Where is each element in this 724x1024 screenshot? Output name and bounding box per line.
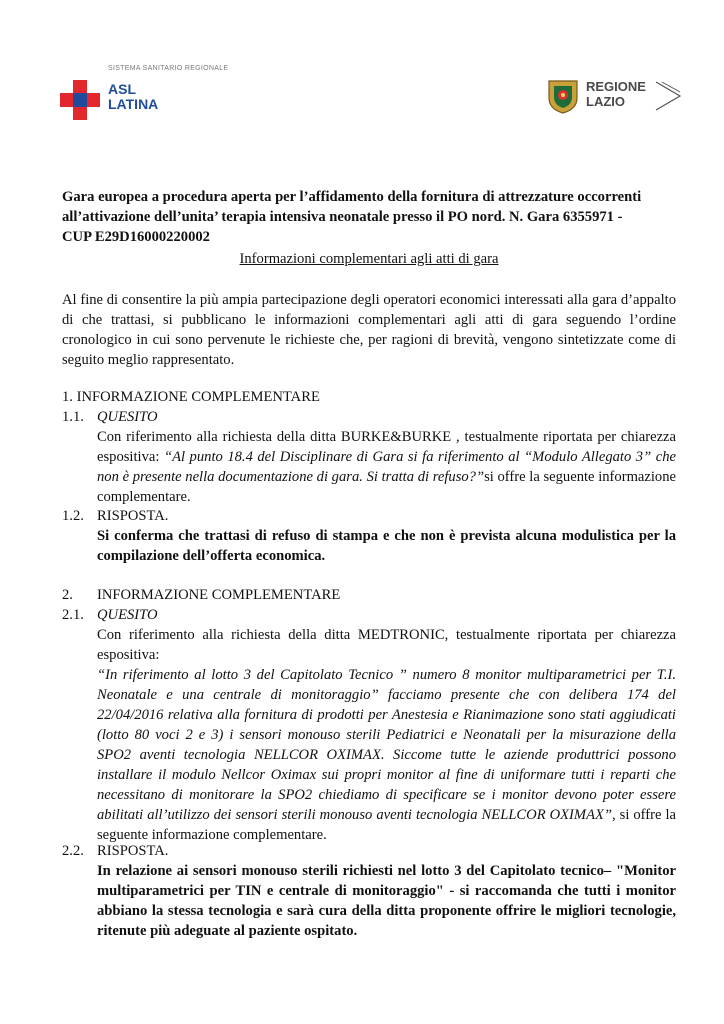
section-1-answer-label: RISPOSTA. <box>97 508 169 524</box>
asl-system-label: SISTEMA SANITARIO REGIONALE <box>108 65 229 72</box>
region-name: REGIONE LAZIO <box>586 79 646 109</box>
section-2-question-intro: Con riferimento alla richiesta della ditta MEDTRONIC, testualmente riportata per chiarezza espositiva: <box>97 627 676 663</box>
lazio-slash-icon <box>654 78 682 114</box>
intro-paragraph: Al fine di consentire la più ampia partecipazione degli operatori economici interessati alla gara d’appalto di che trattasi, si pubblicano le informazioni complementari agli atti di gara seguendo l’ordine cronologico in cui sono pervenute le richieste che, per ragioni di brevità, vengono sintetizzate come di seguito meglio rappresentato. <box>62 292 676 368</box>
section-2-heading: INFORMAZIONE COMPLEMENTARE <box>97 587 341 603</box>
section-1-answer-text: Si conferma che trattasi di refuso di stampa e che non è prevista alcuna modulistica per la compilazione dell’offerta economica. <box>97 528 676 564</box>
section-1-question-number: 1.1. <box>62 409 84 425</box>
section-2-answer-number: 2.2. <box>62 843 84 859</box>
section-2-answer-text: In relazione ai sensori monouso sterili richiesti nel lotto 3 del Capitolato tecnico– "Monitor multiparametrici per TIN e centrale di monitoraggio" - si raccomanda che tutti i monitor abbiano la stessa tecnologia e sarà cura della ditta proponente offrire le migliori tecnologie, ritenute più adeguate al paziente ospitato. <box>97 863 676 939</box>
section-2-question-number: 2.1. <box>62 607 84 623</box>
section-2-question-text: “In riferimento al lotto 3 del Capitolato Tecnico ” numero 8 monitor multiparametrici per T.I. Neonatale e una centrale di monitoraggio” facciamo presente che con delibera 174 del 22/04/2016 relativa alla fornitura di prodotti per Anestesia e Rianimazione sono stati aggiudicati (lotto 80 voci 2 e 3) i sensori monouso sterili Pediatrici e Neonatali per la misurazione della SPO2 aventi tecnologia NELLCOR OXIMAX. Siccome tutte le aziende produttrici possono installare il modulo Nellcor Oximax sui propri monitor al fine di uniformare tutti i reparti che necessitano di monitorare la SPO2 chiediamo di specificare se i monitor devono poter essere abilitati all’utilizzo dei sensori sterili monouso aventi tecnologia NELLCOR OXIMAX”, si offre la seguente informazione complementare. <box>97 667 676 843</box>
lazio-emblem-icon <box>546 78 580 114</box>
section-2-heading-number: 2. <box>62 587 73 603</box>
asl-name: ASL LATINA <box>108 81 159 112</box>
section-2-answer-label: RISPOSTA. <box>97 843 169 859</box>
section-1-answer-number: 1.2. <box>62 508 84 524</box>
section-1-question-text: Con riferimento alla richiesta della ditta BURKE&BURKE , testualmente riportata per chiarezza espositiva: “Al punto 18.4 del Disciplinare di Gara si fa riferimento al “Modulo Allegato 3” che non è presente nella documentazione di gara. Si tratta di refuso?”si offre la seguente informazione complementare. <box>97 429 676 505</box>
document-subtitle: Informazioni complementari agli atti di gara <box>239 251 499 267</box>
section-2-question-label: QUESITO <box>97 607 158 623</box>
document-title: Gara europea a procedura aperta per l’affidamento della fornitura di attrezzature occorrenti all’attivazione dell’unita’ terapia intensiva neonatale presso il PO nord. N. Gara 6355971 - CUP E29D16000220002 <box>62 189 642 245</box>
section-1-question-label: QUESITO <box>97 409 158 425</box>
asl-latina-logo <box>60 66 240 126</box>
section-1-heading: 1. INFORMAZIONE COMPLEMENTARE <box>62 389 320 405</box>
red-cross-icon <box>60 80 100 120</box>
regione-lazio-logo <box>546 76 680 120</box>
